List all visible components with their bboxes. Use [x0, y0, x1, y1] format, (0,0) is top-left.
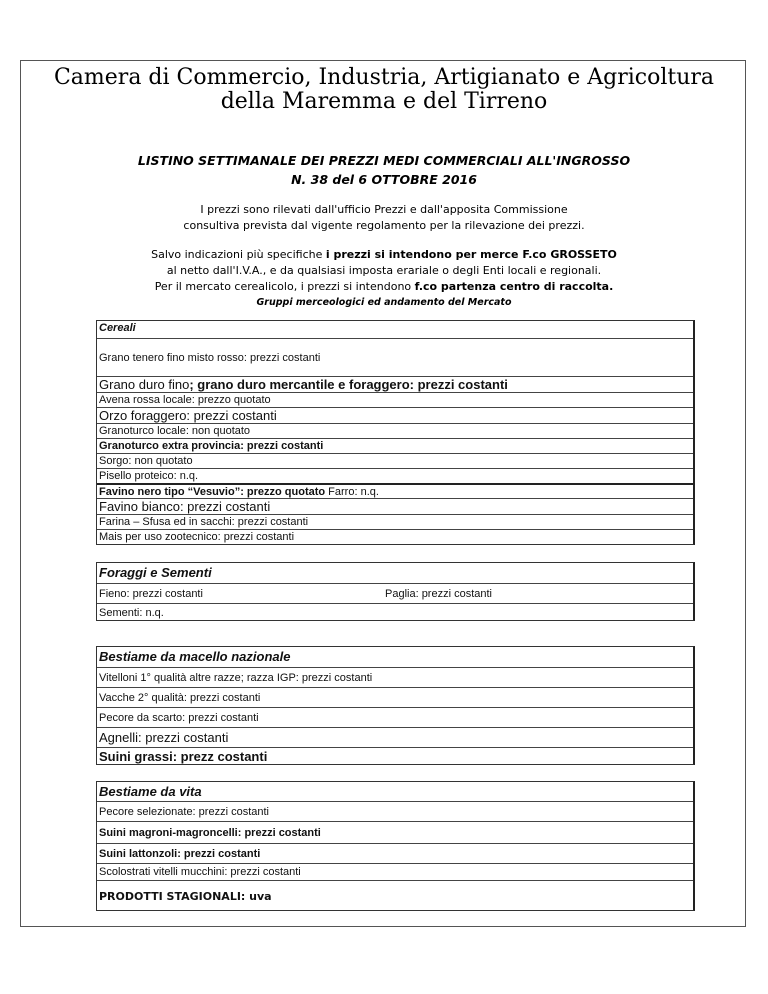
- favino-nero-label: Favino nero tipo “Vesuvio”: prezzo quotato: [99, 486, 326, 498]
- vita-section: [96, 781, 695, 911]
- cereali-grano-tenero: Grano tenero fino misto rosso: prezzi costanti: [97, 338, 693, 376]
- cereali-sorgo: Sorgo: non quotato: [97, 453, 693, 468]
- intro-p2-line3: [0, 280, 768, 293]
- cereali-mais: Mais per uso zootecnico: prezzi costanti: [97, 529, 693, 544]
- vita-pecore-selezionate: Pecore selezionate: prezzi costanti: [97, 801, 693, 821]
- cereali-section: [96, 320, 695, 545]
- grano-duro-mercantile: ; grano duro mercantile e foraggero: prezzi costanti: [189, 377, 508, 392]
- macello-heading: Bestiame da macello nazionale: [99, 649, 291, 664]
- macello-suini-grassi: Suini grassi: prezz costanti: [97, 747, 693, 765]
- macello-agnelli: Agnelli: prezzi costanti: [97, 727, 693, 747]
- cereali-granoturco-locale: Granoturco locale: non quotato: [97, 423, 693, 438]
- macello-vacche: Vacche 2° qualità: prezzi costanti: [97, 687, 693, 707]
- foraggi-sementi: Sementi: n.q.: [97, 603, 693, 621]
- foraggi-fieno-paglia: [97, 583, 693, 603]
- macello-section: [96, 646, 695, 765]
- chamber-title-line2: della Maremma e del Tirreno: [220, 89, 548, 114]
- cereali-favino-nero: [97, 483, 693, 498]
- cereali-orzo: Orzo foraggero: prezzi costanti: [97, 407, 693, 423]
- cereali-favino-bianco: Favino bianco: prezzi costanti: [97, 498, 693, 514]
- foraggi-section: [96, 562, 695, 621]
- cereali-grano-duro: [97, 376, 693, 392]
- paglia-label: Paglia: prezzi costanti: [385, 588, 492, 600]
- listino-title: LISTINO SETTIMANALE DEI PREZZI MEDI COMMERCIALI ALL'INGROSSO: [137, 153, 631, 168]
- intro-p2-line2: al netto dall'I.V.A., e da qualsiasi imposta erariale o degli Enti locali e regionali.: [166, 264, 602, 277]
- cereali-avena: Avena rossa locale: prezzo quotato: [97, 392, 693, 407]
- macello-vitelloni: Vitelloni 1° qualità altre razze; razza IGP: prezzi costanti: [97, 667, 693, 687]
- listino-number-date: N. 38 del 6 OTTOBRE 2016: [291, 172, 477, 187]
- intro-p2-line1-bold: i prezzi si intendono per merce F.co GROSSETO: [325, 248, 617, 261]
- vita-suini-lattonzoli: Suini lattonzoli: prezzi costanti: [97, 843, 693, 863]
- cereali-heading: Cereali: [99, 322, 136, 334]
- intro-p2-line1: [0, 248, 768, 261]
- cereali-pisello: Pisello proteico: n.q.: [97, 468, 693, 483]
- intro-p2-line1-text: Salvo indicazioni più specifiche: [151, 248, 326, 261]
- fieno-label: Fieno: prezzi costanti: [99, 588, 203, 600]
- chamber-title-line1: Camera di Commercio, Industria, Artigianato e Agricoltura: [53, 65, 715, 90]
- gruppi-caption: Gruppi merceologici ed andamento del Mercato: [256, 297, 512, 308]
- vita-suini-magroni: Suini magroni-magroncelli: prezzi costanti: [97, 821, 693, 843]
- grano-duro-label: Grano duro fino: [99, 377, 190, 392]
- foraggi-heading: Foraggi e Sementi: [99, 565, 212, 580]
- intro-p2-line3-bold: f.co partenza centro di raccolta.: [414, 280, 614, 293]
- macello-pecore: Pecore da scarto: prezzi costanti: [97, 707, 693, 727]
- vita-prodotti-stagionali: PRODOTTI STAGIONALI: uva: [97, 880, 693, 911]
- cereali-farina: Farina – Sfusa ed in sacchi: prezzi costanti: [97, 514, 693, 529]
- vita-heading: Bestiame da vita: [99, 784, 202, 799]
- cereali-granoturco-extra: Granoturco extra provincia: prezzi costanti: [97, 438, 693, 453]
- farro-label: Farro: n.q.: [325, 486, 379, 498]
- vita-scolostrati: Scolostrati vitelli mucchini: prezzi costanti: [97, 863, 693, 880]
- intro-p1-line2: consultiva prevista dal vigente regolamento per la rilevazione dei prezzi.: [183, 219, 585, 232]
- intro-p1-line1: I prezzi sono rilevati dall'ufficio Prezzi e dall'apposita Commissione: [200, 203, 568, 216]
- intro-p2-line3-text: Per il mercato cerealicolo, i prezzi si intendono: [154, 280, 415, 293]
